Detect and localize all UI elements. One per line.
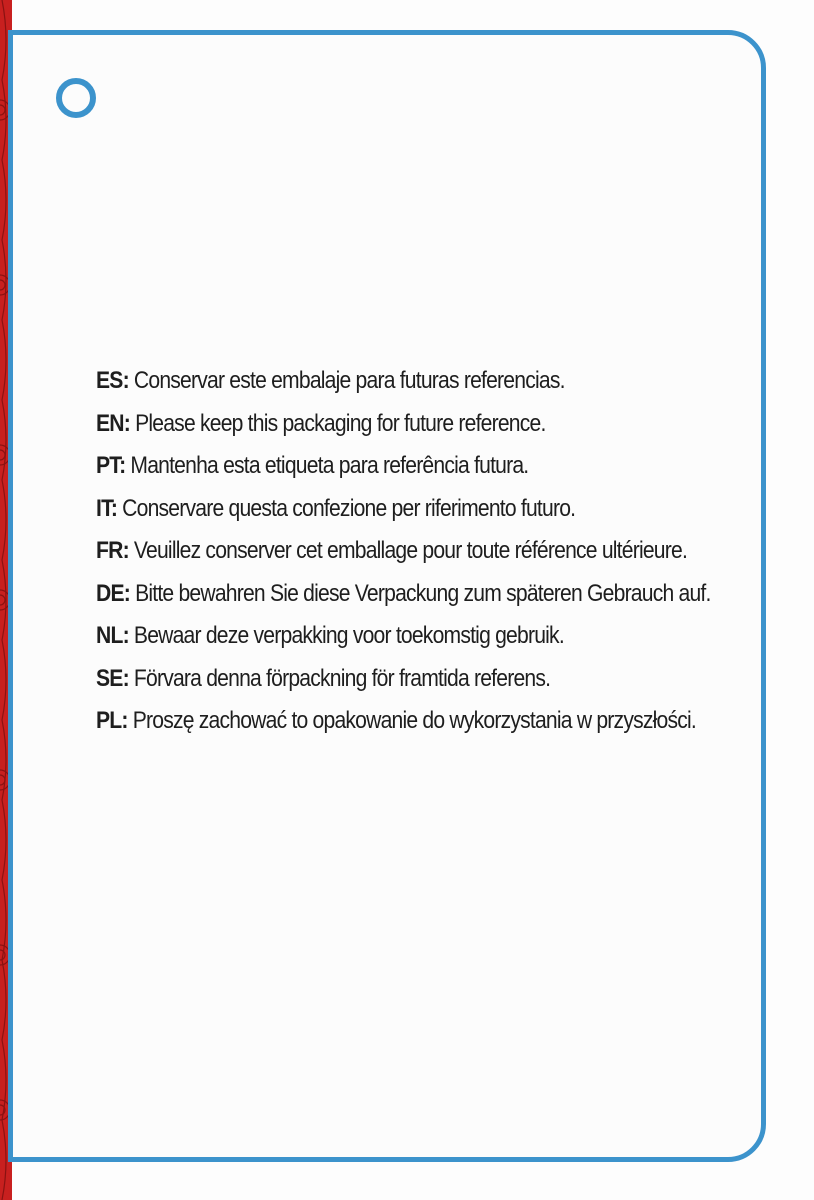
notice-text: Conservar este embalaje para futuras referencias. [128, 367, 565, 394]
language-code: SE: [96, 664, 129, 692]
notice-fr [96, 530, 712, 573]
language-code: EN: [96, 409, 131, 437]
hang-hole-icon [56, 78, 96, 118]
notice-en [96, 403, 712, 446]
notice-se [96, 658, 712, 701]
notice-text: Proszę zachować to opakowanie do wykorzystania w przyszłości. [127, 707, 696, 734]
notice-nl [96, 615, 712, 658]
language-code: DE: [96, 579, 131, 607]
notice-text: Please keep this packaging for future reference. [130, 409, 546, 437]
notice-text: Förvara denna förpackning för framtida referens. [128, 664, 551, 692]
language-code: PL: [96, 707, 128, 734]
multilingual-notice [96, 360, 712, 743]
notice-text: Veuillez conserver cet emballage pour toute référence ultérieure. [128, 537, 688, 564]
language-code: PT: [96, 452, 126, 479]
language-code: FR: [96, 537, 129, 564]
language-code: NL: [96, 622, 129, 649]
notice-pl [96, 700, 712, 743]
notice-pt [96, 445, 712, 488]
language-code: IT: [96, 494, 118, 522]
notice-it [96, 488, 712, 531]
notice-es [96, 360, 712, 403]
language-code: ES: [96, 367, 129, 394]
notice-text: Mantenha esta etiqueta para referência futura. [125, 452, 529, 479]
notice-text: Conservare questa confezione per riferimento futuro. [117, 494, 576, 522]
notice-de [96, 573, 712, 616]
notice-text: Bewaar deze verpakking voor toekomstig gebruik. [128, 622, 564, 649]
notice-text: Bitte bewahren Sie diese Verpackung zum späteren Gebrauch auf. [130, 579, 711, 607]
